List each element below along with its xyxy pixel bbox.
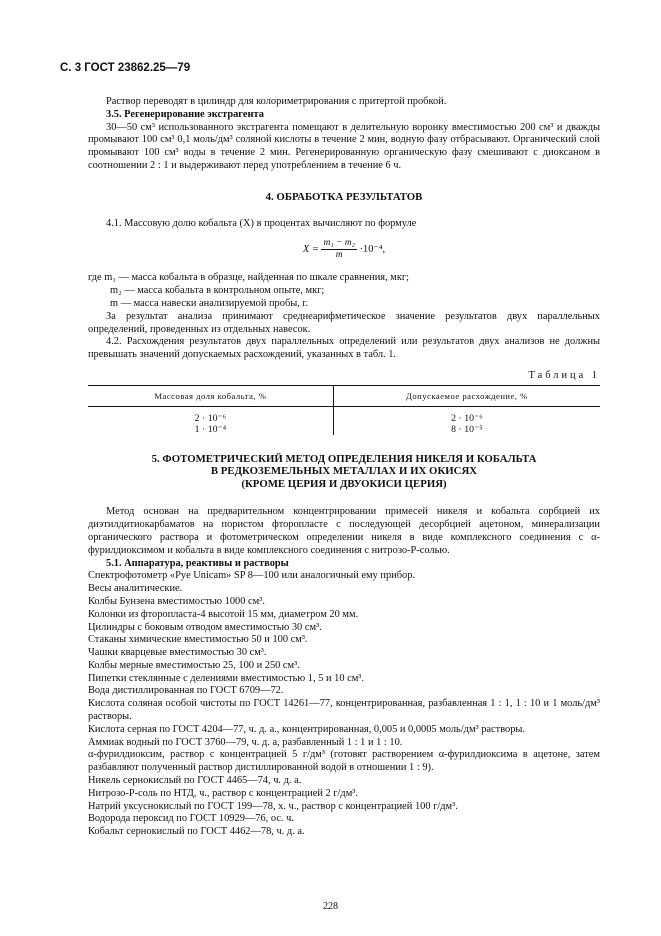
section-heading-line: В РЕДКОЗЕМЕЛЬНЫХ МЕТАЛЛАХ И ИХ ОКИСЯХ [210, 465, 478, 478]
table-cell: 2 · 10⁻⁶ [88, 406, 333, 424]
list-item: Аммиак водный по ГОСТ 3760—79, ч. д. а, разбавленный 1 : 1 и 1 : 10. [88, 736, 403, 748]
paragraph: 30—50 см³ использованного экстрагента помещают в делительную воронку вместимостью 200 см³ и дважды промывают 100 см³ 0,1 моль/дм³ соляной кислоты в течение 2 мин, водную фазу отбрасывают. Органический слой промывают 100 см³ воды в течение 2 мин. Регенерированную органическую фазу смешивают с диоксаном в соотношении 2 : 1 и выдерживают перед употреблением в течение 6 ч. [88, 121, 600, 171]
list-item: Кислота серная по ГОСТ 4204—77, ч. д. а., концентрированная, 0,005 и 0,0005 моль/дм³ растворы. [88, 723, 525, 735]
table-header-cell: Допускаемое расхождение, % [333, 385, 600, 406]
paragraph: 4.2. Расхождения результатов двух параллельных определений или результатов двух анализов не должны превышать значений допускаемых расхождений, указанных в табл. 1. [88, 336, 600, 361]
table-cell: 2 · 10⁻⁶ [451, 412, 483, 424]
equipment-list [88, 570, 600, 839]
list-item: α-фурилдиоксим, раствор с концентрацией 5 г/дм³ (готовят растворением α-фурилдиоксима в ацетоне, затем разбавляют полученный раствор дистиллированной водой в отношении 1 : 9). [88, 749, 600, 774]
page-header: С. 3 ГОСТ 23862.25—79 [60, 62, 191, 74]
formula-denominator: m [335, 250, 343, 261]
list-item: Водорода пероксид по ГОСТ 10929—76, ос. ч. [88, 813, 294, 825]
subsection-heading: 3.5. Регенерирование экстрагента [106, 108, 264, 120]
formula [88, 238, 600, 266]
list-item: Кобальт сернокислый по ГОСТ 4462—78, ч. д. а. [88, 826, 305, 838]
table-header-cell: Массовая доля кобальта, % [88, 385, 333, 406]
subsection-heading: 5.1. Аппаратура, реактивы и растворы [106, 557, 289, 569]
list-item: Весы аналитические. [88, 583, 183, 595]
legend-line: где m₁ — масса кобальта в образце, найденная по шкале сравнения, мкг; [88, 272, 410, 284]
list-item: Колонки из фторопласта-4 высотой 15 мм, диаметром 20 мм. [88, 608, 359, 620]
section-heading-line: (КРОМЕ ЦЕРИЯ И ДВУОКИСИ ЦЕРИЯ) [241, 477, 447, 490]
formula-tail: ·10⁻⁴, [359, 244, 386, 256]
list-item: Чашки кварцевые вместимостью 30 см³. [88, 647, 267, 659]
list-item: Натрий уксуснокислый по ГОСТ 199—78, х. ч., раствор с концентрацией 100 г/дм³. [88, 800, 458, 812]
list-item: Стаканы химические вместимостью 50 и 100 см³. [88, 634, 308, 646]
paragraph: Раствор переводят в цилиндр для колориметрирования с притертой пробкой. [106, 96, 447, 107]
list-item: Никель сернокислый по ГОСТ 4465—74, ч. д. а. [88, 775, 302, 787]
list-item: Колбы мерные вместимостью 25, 100 и 250 см³. [88, 659, 300, 671]
paragraph: За результат анализа принимают среднеарифметическое значение результатов двух параллельных определений, проведенных из отдельных навесок. [88, 310, 600, 335]
table-cell: 1 · 10⁻⁴ [88, 424, 333, 435]
list-item: Колбы Бунзена вместимостью 1000 см³. [88, 595, 265, 607]
list-item: Нитрозо-Р-соль по НТД, ч., раствор с концентрацией 2 г/дм³. [88, 787, 358, 799]
list-item: Кислота соляная особой чистоты по ГОСТ 14261—77, концентрированная, разбавленная 1 : 1, 1 : 10 и 1 моль/дм³ растворы. [88, 698, 600, 723]
legend-line: m — масса навески анализируемой пробы, г. [110, 297, 309, 309]
page-number: 228 [323, 901, 338, 912]
paragraph: Метод основан на предварительном концентрировании примесей никеля и кобальта сорбцией их диэтилдитиокарбаматов на пористом фторопласте с последующей десорбцией ацетоном, минерализации органического раствора и фотометрическом определении никеля в виде комплексного соединения с α-фурилдиоксимом и кобальта в виде комплексного соединения с нитрозо-Р-солью. [88, 506, 600, 556]
table-row [88, 406, 600, 424]
paragraph: 4.1. Массовую долю кобальта (X) в процентах вычисляют по формуле [106, 217, 417, 229]
table-cell: 8 · 10⁻⁵ [451, 423, 483, 435]
data-table [88, 385, 600, 435]
table-row [88, 424, 600, 435]
list-item: Вода дистиллированная по ГОСТ 6709—72. [88, 685, 284, 697]
table-caption: Таблица 1 [528, 369, 600, 381]
section-heading-line: 5. ФОТОМЕТРИЧЕСКИЙ МЕТОД ОПРЕДЕЛЕНИЯ НИКЕЛЯ И КОБАЛЬТА [151, 452, 537, 465]
formula-numerator: m₁ − m₂ [323, 238, 355, 249]
section-heading: 4. ОБРАБОТКА РЕЗУЛЬТАТОВ [265, 190, 423, 203]
formula-fraction [321, 238, 357, 261]
list-item: Цилиндры с боковым отводом вместимостью 30 см³. [88, 621, 322, 633]
page-body [88, 96, 600, 839]
list-item: Спектрофотометр «Pye Unicam» SP 8—100 или аналогичный ему прибор. [88, 570, 415, 582]
list-item: Пипетки стеклянные с делениями вместимостью 1, 5 и 10 см³. [88, 672, 365, 684]
legend-line: m₂ — масса кобальта в контрольном опыте, мкг; [110, 285, 325, 297]
section-heading [88, 453, 600, 491]
formula-legend [88, 272, 600, 310]
formula-lhs: X = [302, 244, 319, 256]
